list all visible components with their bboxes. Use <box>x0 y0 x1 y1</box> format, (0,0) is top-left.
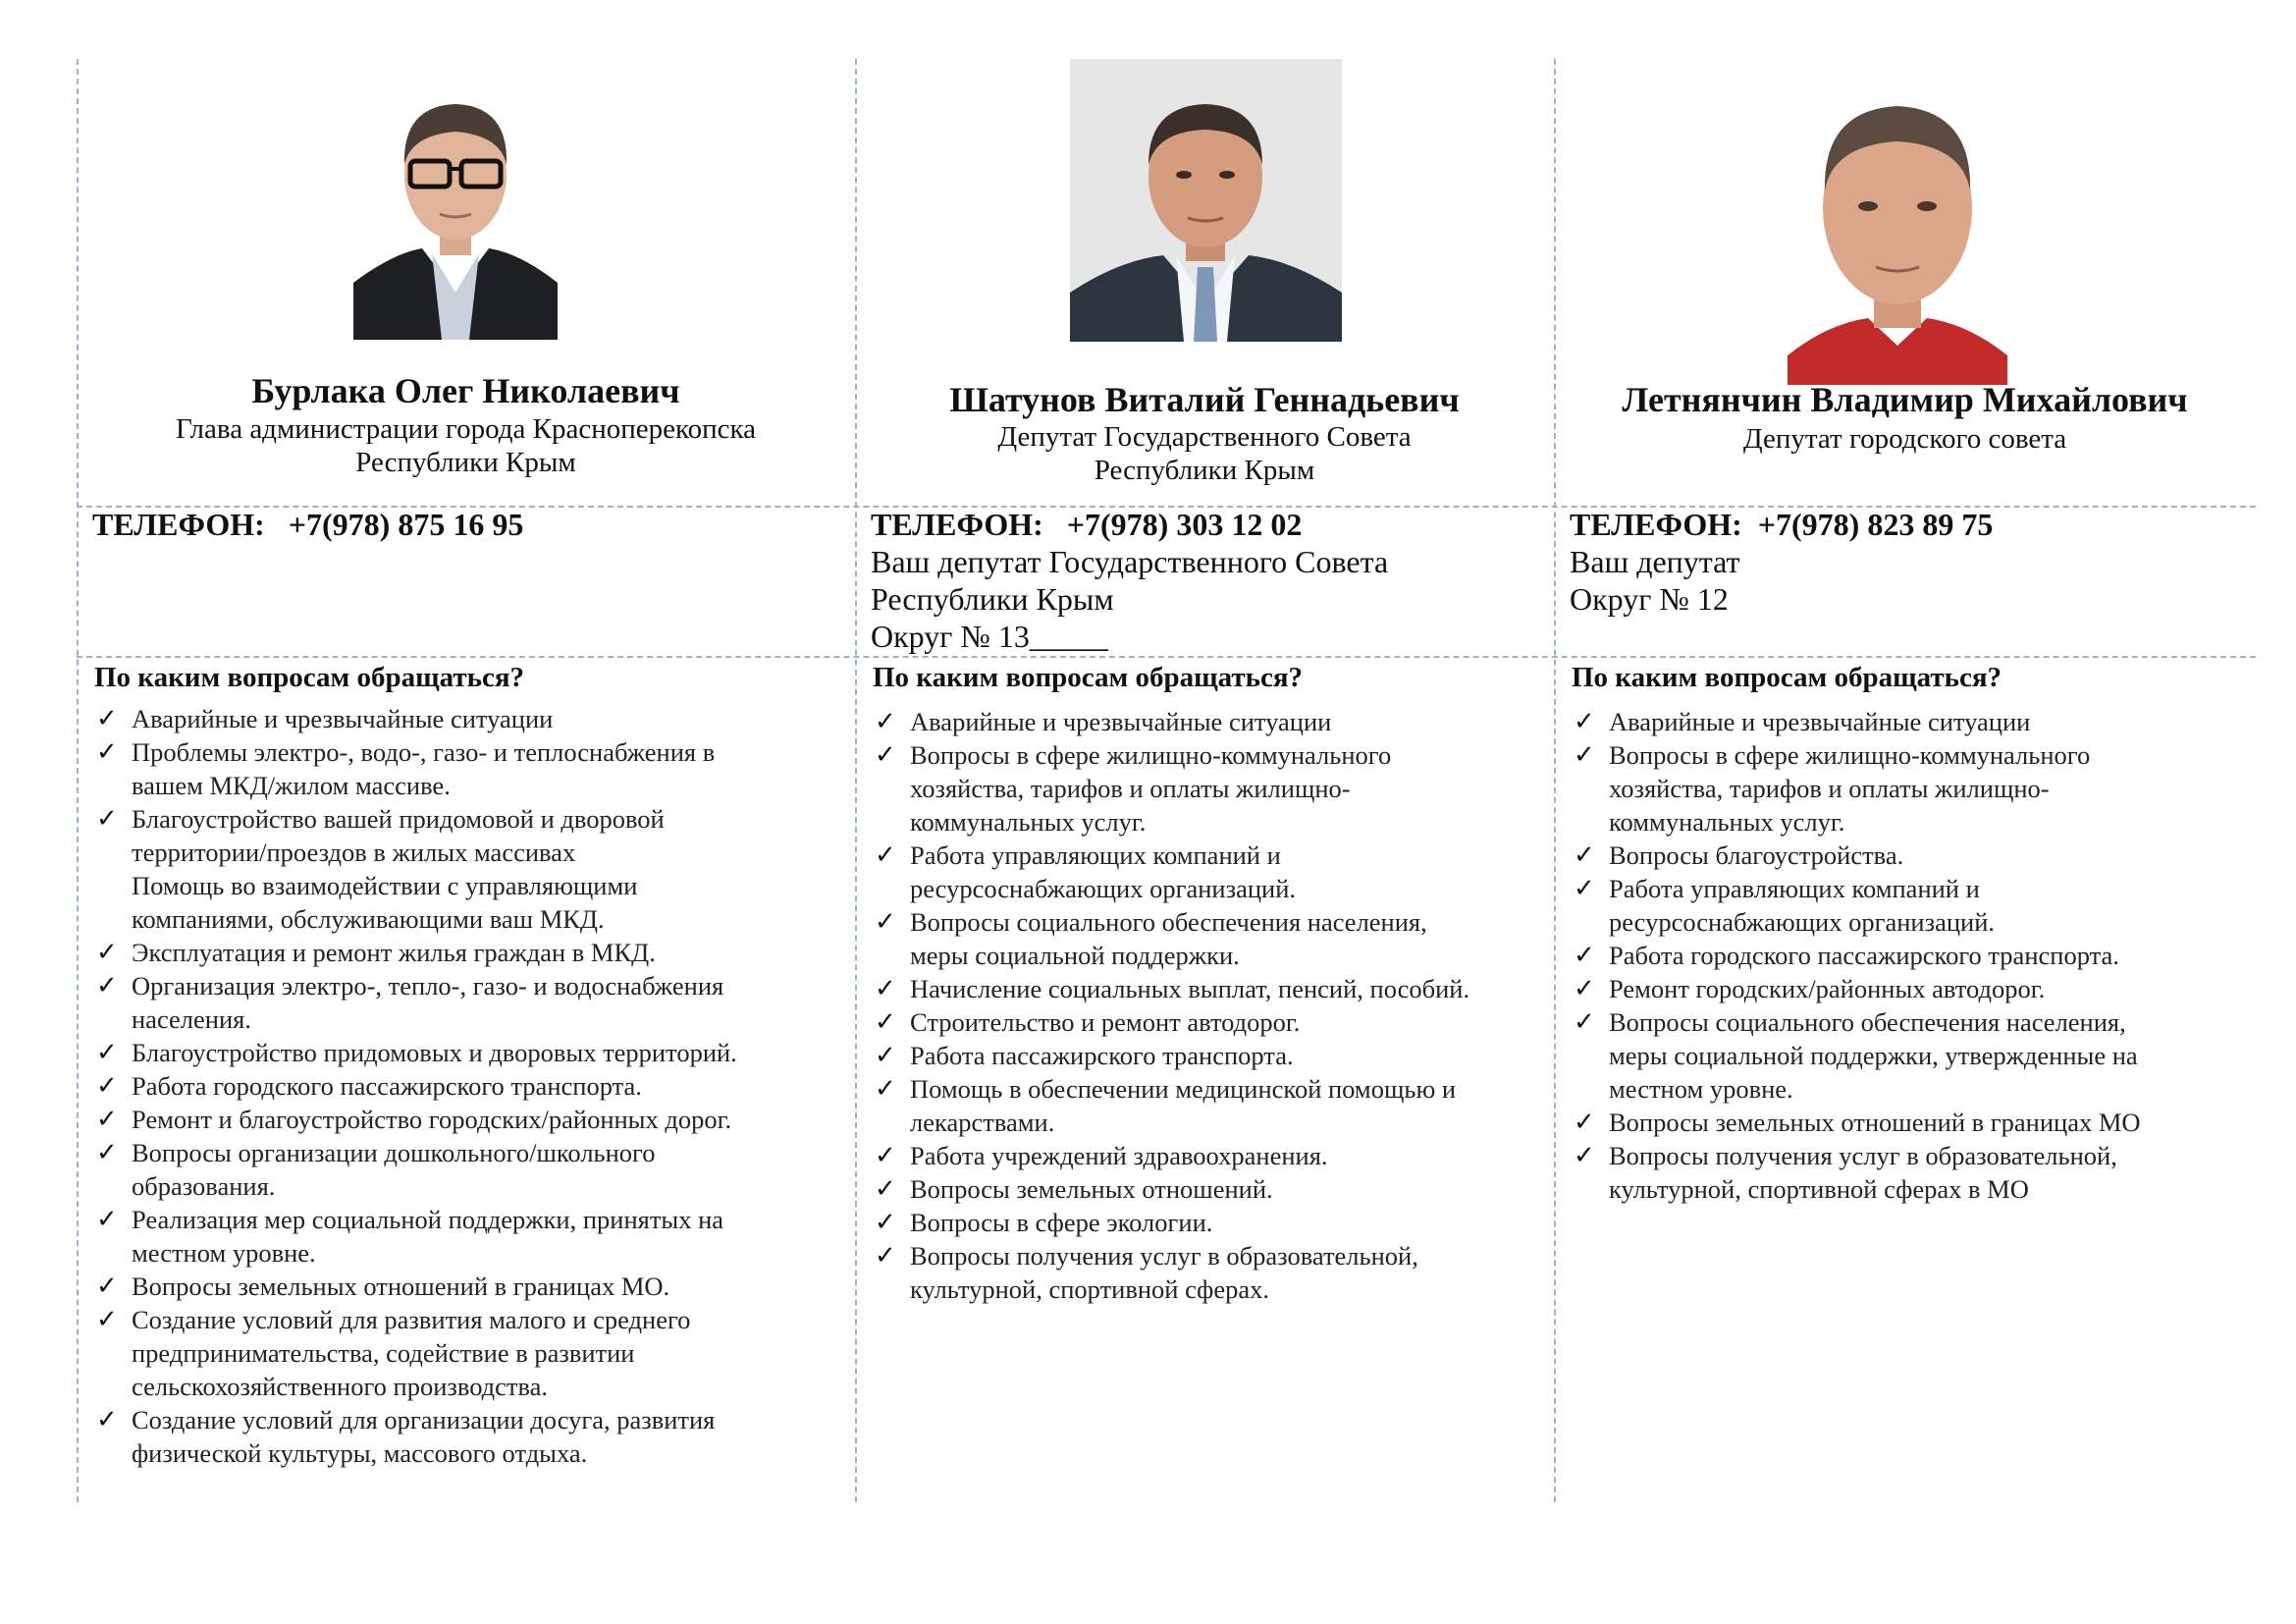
deputy-name: Шатунов Виталий Геннадьевич <box>949 380 1460 419</box>
topic-line: предпринимательства, содействие в развитии <box>132 1338 635 1368</box>
role-line: Республики Крым <box>1094 455 1315 486</box>
topic-line: лекарствами. <box>910 1108 1055 1137</box>
topic-item <box>869 1139 1546 1172</box>
check-icon: ✓ <box>96 1305 118 1334</box>
check-icon: ✓ <box>96 1038 118 1067</box>
check-icon: ✓ <box>875 907 896 937</box>
contact-block <box>871 506 1546 655</box>
check-icon: ✓ <box>875 974 896 1003</box>
topic-line: Вопросы в сфере жилищно-коммунального <box>1609 740 2091 770</box>
topic-item <box>90 1103 847 1136</box>
topic-item <box>90 1303 847 1403</box>
deputy-card-3 <box>1554 59 2256 1502</box>
check-icon: ✓ <box>96 737 118 767</box>
topic-item <box>869 705 1546 738</box>
check-icon: ✓ <box>1574 707 1595 736</box>
topic-item <box>869 1039 1546 1072</box>
topic-line: Начисление социальных выплат, пенсий, пособий. <box>910 974 1470 1003</box>
phone-number[interactable]: ТЕЛЕФОН: +7(978) 303 12 02 <box>871 507 1303 542</box>
topic-item <box>1568 839 2248 872</box>
role-line: Республики Крым <box>355 447 576 478</box>
deputy-role <box>77 412 855 479</box>
topic-item <box>869 839 1546 905</box>
topic-line: Вопросы земельных отношений в границах МО. <box>132 1272 670 1301</box>
topics-heading: По каким вопросам обращаться? <box>873 662 1304 693</box>
topic-line: Аварийные и чрезвычайные ситуации <box>1609 707 2031 736</box>
topic-line: Вопросы в сфере жилищно-коммунального <box>910 740 1392 770</box>
topic-line: Организация электро-, тепло-, газо- и водоснабжения <box>132 971 724 1001</box>
check-icon: ✓ <box>1574 941 1595 970</box>
check-icon: ✓ <box>1574 740 1595 770</box>
topics-heading: По каким вопросам обращаться? <box>94 662 525 693</box>
topic-line: физической культуры, массового отдыха. <box>132 1438 588 1468</box>
check-icon: ✓ <box>96 1272 118 1301</box>
topic-item <box>90 1270 847 1303</box>
topic-line: Вопросы в сфере экологии. <box>910 1208 1213 1237</box>
check-icon: ✓ <box>96 1138 118 1167</box>
check-icon: ✓ <box>1574 840 1595 870</box>
topic-line: Вопросы получения услуг в образовательной, <box>1609 1141 2117 1170</box>
phone-number[interactable]: ТЕЛЕФОН: +7(978) 823 89 75 <box>1570 507 1994 542</box>
topic-item <box>1568 1106 2248 1139</box>
deputy-card-1 <box>77 59 855 1502</box>
topic-item <box>90 1136 847 1203</box>
topics-list <box>869 705 1546 1306</box>
topic-item <box>90 1036 847 1069</box>
topic-item <box>90 936 847 969</box>
topic-item <box>1568 939 2248 972</box>
topic-item <box>1568 1005 2248 1106</box>
topic-line: территории/проездов в жилых массивах <box>132 838 576 867</box>
topic-item <box>90 1403 847 1470</box>
topic-item <box>1568 738 2248 839</box>
topic-line: сельскохозяйственного производства. <box>132 1372 549 1401</box>
check-icon: ✓ <box>96 1071 118 1101</box>
topic-line: Работа учреждений здравоохранения. <box>910 1141 1328 1170</box>
topic-item <box>869 1072 1546 1139</box>
check-icon: ✓ <box>1574 1141 1595 1170</box>
topic-item <box>90 969 847 1036</box>
topic-line: Работа городского пассажирского транспорта. <box>1609 941 2119 970</box>
topic-line: Вопросы социального обеспечения населения, <box>910 907 1427 937</box>
deputy-name: Летнянчин Владимир Михайлович <box>1622 380 2188 419</box>
topic-item <box>90 802 847 936</box>
topic-line: Помощь во взаимодействии с управляющими <box>132 871 638 900</box>
topic-line: вашем МКД/жилом массиве. <box>132 771 451 800</box>
topic-line: Создание условий для организации досуга, развития <box>132 1405 716 1435</box>
check-icon: ✓ <box>96 804 118 834</box>
check-icon: ✓ <box>1574 974 1595 1003</box>
deputy-name: Бурлака Олег Николаевич <box>251 371 680 410</box>
topic-line: Помощь в обеспечении медицинской помощью и <box>910 1074 1457 1104</box>
topic-line: Вопросы земельных отношений в границах МО <box>1609 1108 2141 1137</box>
topic-item <box>90 1069 847 1103</box>
deputy-photo <box>1788 61 2007 385</box>
check-icon: ✓ <box>96 1205 118 1234</box>
topics-list <box>90 702 847 1470</box>
topic-item <box>869 972 1546 1005</box>
topics-heading: По каким вопросам обращаться? <box>1572 662 2002 693</box>
topic-line: Работа городского пассажирского транспорта. <box>132 1071 642 1101</box>
check-icon: ✓ <box>875 1141 896 1170</box>
topic-item <box>869 1206 1546 1239</box>
check-icon: ✓ <box>875 1208 896 1237</box>
topic-item <box>90 702 847 735</box>
topic-line: Создание условий для развития малого и среднего <box>132 1305 691 1334</box>
topic-line: хозяйства, тарифов и оплаты жилищно- <box>910 774 1351 803</box>
role-line: Депутат Государственного Совета <box>997 421 1412 453</box>
topic-line: Работа пассажирского транспорта. <box>910 1041 1294 1070</box>
check-icon: ✓ <box>1574 1108 1595 1137</box>
topic-line: коммунальных услуг. <box>1609 807 1845 837</box>
topic-line: Проблемы электро-, водо-, газо- и теплоснабжения в <box>132 737 716 767</box>
contact-line: Ваш депутат Государственного Совета <box>871 544 1389 579</box>
check-icon: ✓ <box>875 840 896 870</box>
topic-line: Строительство и ремонт автодорог. <box>910 1007 1301 1037</box>
topic-line: населения. <box>132 1004 251 1034</box>
topic-item <box>1568 872 2248 939</box>
topic-item <box>869 1172 1546 1206</box>
topic-line: культурной, спортивной сферах в МО <box>1609 1174 2029 1204</box>
topic-line: Аварийные и чрезвычайные ситуации <box>910 707 1332 736</box>
topic-line: Ремонт городских/районных автодорог. <box>1609 974 2046 1003</box>
topic-line: ресурсоснабжающих организаций. <box>910 874 1297 903</box>
topic-item <box>869 738 1546 839</box>
topic-line: Благоустройство вашей придомовой и дворовой <box>132 804 665 834</box>
topic-line: Вопросы получения услуг в образовательной, <box>910 1241 1418 1271</box>
topic-line: коммунальных услуг. <box>910 807 1147 837</box>
topic-item <box>1568 972 2248 1005</box>
contact-line: Республики Крым <box>871 581 1114 617</box>
topic-line: Вопросы благоустройства. <box>1609 840 1904 870</box>
phone-number[interactable]: ТЕЛЕФОН: +7(978) 875 16 95 <box>92 507 524 542</box>
topic-item <box>1568 705 2248 738</box>
topic-line: местном уровне. <box>132 1238 316 1268</box>
check-icon: ✓ <box>875 1241 896 1271</box>
topic-line: меры социальной поддержки. <box>910 941 1240 970</box>
topic-line: Вопросы социального обеспечения населения, <box>1609 1007 2126 1037</box>
topic-line: культурной, спортивной сферах. <box>910 1274 1269 1304</box>
topic-line: хозяйства, тарифов и оплаты жилищно- <box>1609 774 2050 803</box>
check-icon: ✓ <box>875 1041 896 1070</box>
contact-block <box>92 506 847 543</box>
contact-line: Ваш депутат <box>1570 544 1740 579</box>
topic-item <box>90 735 847 802</box>
topic-item <box>869 1005 1546 1039</box>
topic-item <box>869 905 1546 972</box>
topic-line: Ремонт и благоустройство городских/районных дорог. <box>132 1105 732 1134</box>
check-icon: ✓ <box>96 1105 118 1134</box>
check-icon: ✓ <box>875 1174 896 1204</box>
topic-line: образования. <box>132 1171 276 1201</box>
deputy-role <box>855 420 1554 487</box>
topic-line: ресурсоснабжающих организаций. <box>1609 907 1996 937</box>
topic-line: местном уровне. <box>1609 1074 1793 1104</box>
topics-list <box>1568 705 2248 1206</box>
check-icon: ✓ <box>875 1007 896 1037</box>
topic-item <box>869 1239 1546 1306</box>
check-icon: ✓ <box>875 707 896 736</box>
topic-line: Вопросы земельных отношений. <box>910 1174 1273 1204</box>
deputy-role <box>1554 422 2256 456</box>
check-icon: ✓ <box>875 1074 896 1104</box>
role-line: Депутат городского совета <box>1742 423 2067 455</box>
topic-line: меры социальной поддержки, утвержденные на <box>1609 1041 2138 1070</box>
topic-line: Вопросы организации дошкольного/школьного <box>132 1138 656 1167</box>
topic-item <box>1568 1139 2248 1206</box>
check-icon: ✓ <box>96 1405 118 1435</box>
topic-item <box>90 1203 847 1270</box>
check-icon: ✓ <box>96 704 118 733</box>
topic-line: Эксплуатация и ремонт жилья граждан в МКД. <box>132 938 656 967</box>
topic-line: Благоустройство придомовых и дворовых территорий. <box>132 1038 737 1067</box>
check-icon: ✓ <box>1574 1007 1595 1037</box>
topic-line: компаниями, обслуживающими ваш МКД. <box>132 904 605 934</box>
check-icon: ✓ <box>96 971 118 1001</box>
check-icon: ✓ <box>875 740 896 770</box>
topic-line: Реализация мер социальной поддержки, принятых на <box>132 1205 724 1234</box>
contact-line: Округ № 13_____ <box>871 619 1108 654</box>
check-icon: ✓ <box>96 938 118 967</box>
deputy-card-2 <box>855 59 1554 1502</box>
topic-line: Аварийные и чрезвычайные ситуации <box>132 704 554 733</box>
topic-line: Работа управляющих компаний и <box>1609 874 1980 903</box>
deputy-photo <box>353 67 558 340</box>
role-line: Глава администрации города Красноперекопска <box>175 413 757 445</box>
contact-line: Округ № 12 <box>1570 581 1729 617</box>
check-icon: ✓ <box>1574 874 1595 903</box>
deputies-table <box>77 59 2256 1502</box>
deputy-photo <box>1070 59 1342 342</box>
topic-line: Работа управляющих компаний и <box>910 840 1281 870</box>
contact-block <box>1570 506 2248 618</box>
